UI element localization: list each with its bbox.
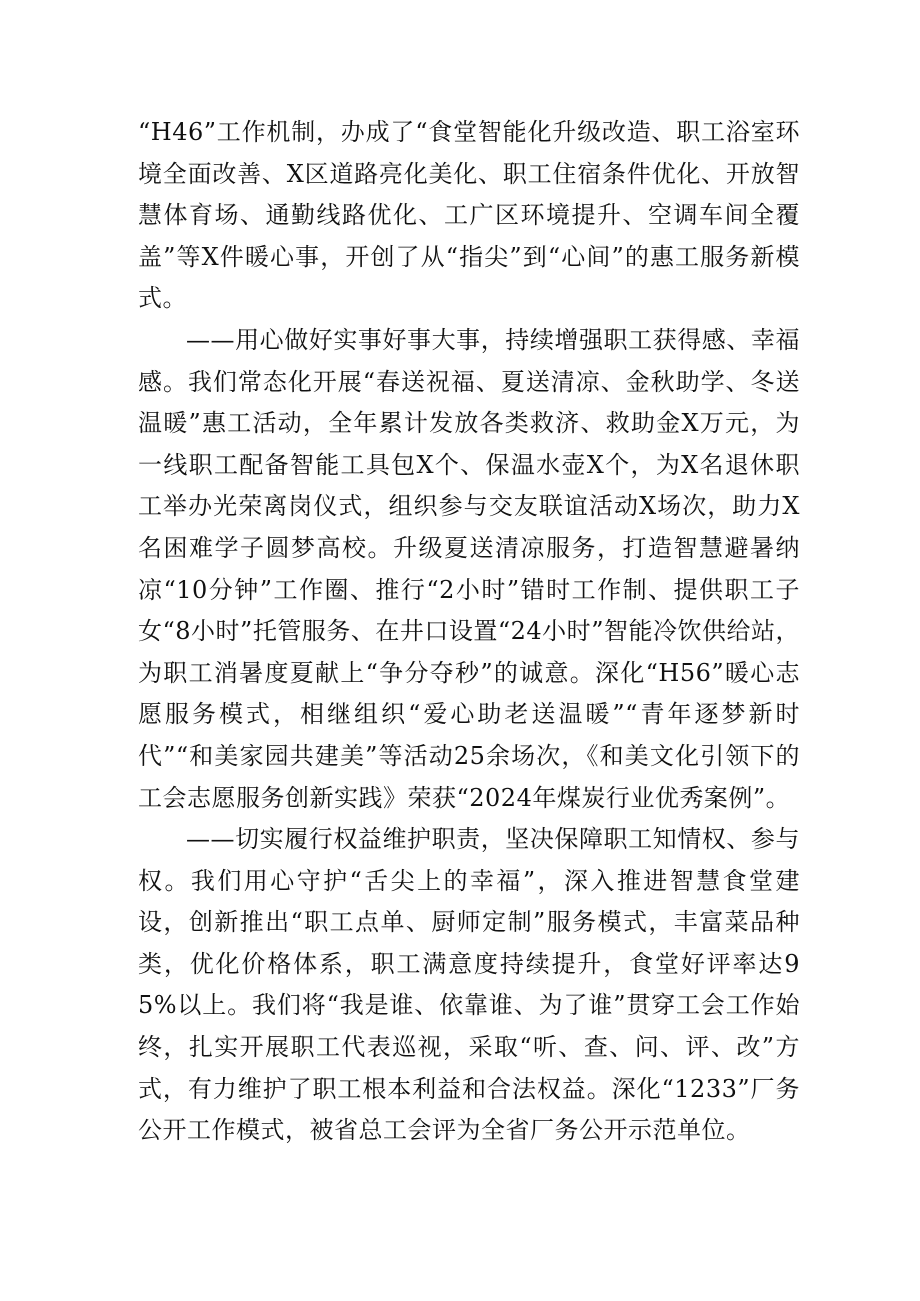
paragraph-work-mechanism: “H46”工作机制，办成了“食堂智能化升级改造、职工浴室环境全面改善、X区道路亮化美化、职工住宿条件优化、开放智慧体育场、通勤线路优化、工广区环境提升、空调车间全覆盖”等X件暖心事，开创了从“指尖”到“心间”的惠工服务新模式。 — [138, 118, 800, 313]
paragraph-practical-matters: ——用心做好实事好事大事，持续增强职工获得感、幸福感。我们常态化开展“春送祝福、夏送清凉、金秋助学、冬送温暖”惠工活动，全年累计发放各类救济、救助金X万元，为一线职工配备智能工具包X个、保温水壶X个，为X名退休职工举办光荣离岗仪式，组织参与交友联谊活动X场次，助力X名困难学子圆梦高校。升级夏送清凉服务，打造智慧避暑纳凉“10分钟”工作圈、推行“2小时”错时工作制、提供职工子女“8小时”托管服务、在井口设置“24小时”智能冷饮供给站，为职工消暑度夏献上“争分夺秒”的诚意。深化“H56”暖心志愿服务模式，相继组织“爱心助老送温暖”“青年逐梦新时代”“和美家园共建美”等活动25余场次，《和美文化引领下的工会志愿服务创新实践》荣获“2024年煤炭行业优秀案例”。 — [138, 325, 800, 812]
paragraph-rights-protection: ——切实履行权益维护职责，坚决保障职工知情权、参与权。我们用心守护“舌尖上的幸福”，深入推进智慧食堂建设，创新推出“职工点单、厨师定制”服务模式，丰富菜品种类，优化价格体系，职工满意度持续提升，食堂好评率达95%以上。我们将“我是谁、依靠谁、为了谁”贯穿工会工作始终，扎实开展职工代表巡视，采取“听、查、问、评、改”方式，有力维护了职工根本利益和合法权益。深化“1233”厂务公开工作模式，被省总工会评为全省厂务公开示范单位。 — [138, 825, 800, 1145]
document-body — [138, 112, 800, 1152]
